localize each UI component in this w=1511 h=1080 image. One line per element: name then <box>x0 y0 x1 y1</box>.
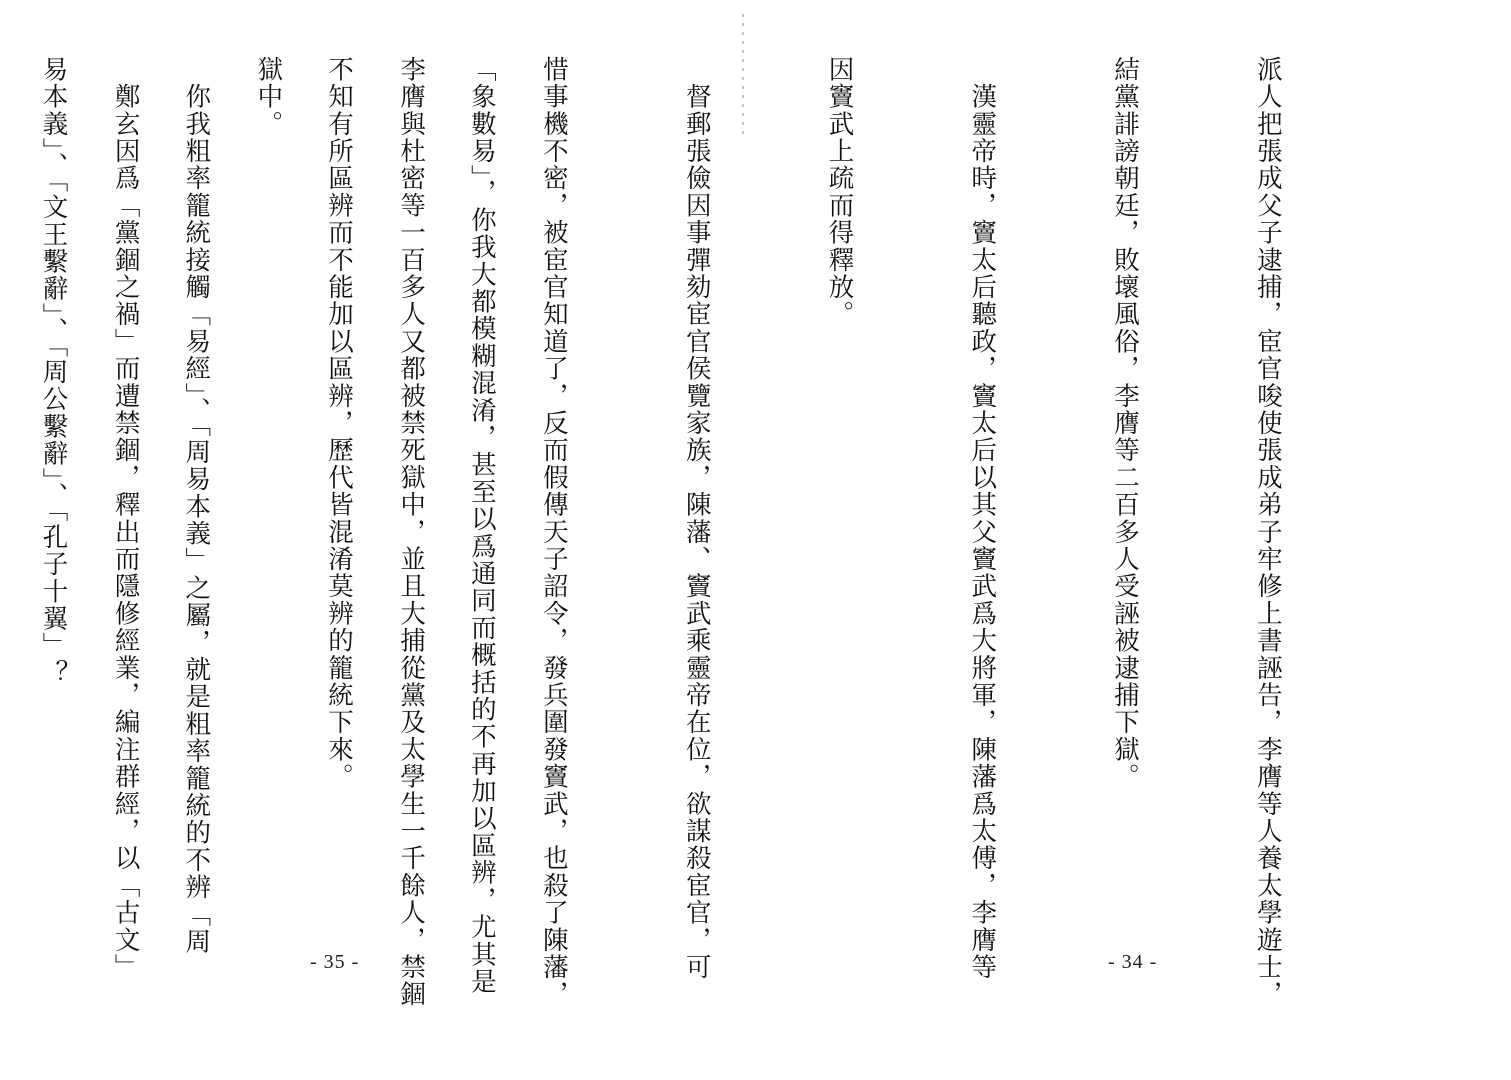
page-number: - 34 - <box>1108 951 1158 973</box>
text-line: 督郵張儉因事彈劾宦官侯覽家族，陳藩、竇武乘靈帝在位，欲謀殺宦官，可 <box>681 56 712 981</box>
page-number: - 35 - <box>310 951 360 973</box>
text-line <box>0 56 6 886</box>
text-line: 鄭玄因爲「黨錮之禍」而遭禁錮，釋出而隱修經業，編注群經，以「古文」 <box>110 56 141 981</box>
text-line: 「象數易」，你我大都模糊混淆，甚至以爲通同而概括的不再加以區辨，尤其是 <box>466 56 497 996</box>
text-line: 惜事機不密，被宦官知道了，反而假傳天子詔令，發兵圍發竇武，也殺了陳藩， <box>538 56 569 1008</box>
text-line: 因竇武上疏而得釋放。 <box>824 56 855 328</box>
text-line: 不知有所區辨而不能加以區辨，歷代皆混淆莫辨的籠統下來。 <box>324 56 355 791</box>
text-line: 易本義」、「文王繫辭」、「周公繫辭」、「孔子十翼」？ <box>38 56 69 687</box>
text-line: 李膺與杜密等一百多人又都被禁死獄中，並且大捕從黨及太學生一千餘人，禁錮 <box>396 56 427 1008</box>
text-line: 漢靈帝時，竇太后聽政，竇太后以其父竇武爲大將軍，陳藩爲太傅，李膺等 <box>967 56 998 981</box>
text-line: 獄中。 <box>253 56 284 138</box>
text-line: 結黨誹謗朝廷，敗壞風俗，李膺等二百多人受誣被逮捕下獄。 <box>1110 56 1141 791</box>
text-line: 派人把張成父子逮捕，宦官唆使張成弟子牢修上書誣告，李膺等人養太學遊士， <box>1252 56 1283 1008</box>
text-line: 你我粗率籠統接觸「易經」、「周易本義」之屬，就是粗率籠統的不辨「周 <box>181 56 212 956</box>
